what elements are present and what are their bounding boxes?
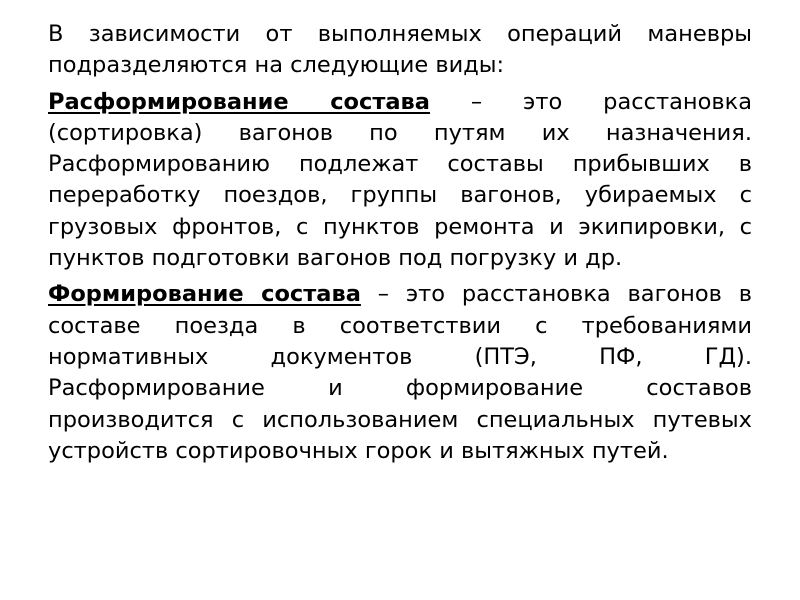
intro-paragraph: В зависимости от выполняемых операций маневры подразделяются на следующие виды: bbox=[48, 21, 752, 79]
definition-disbanding-text: – это расстановка (сортировка) вагонов по путям их назначения. Расформированию подлежат составы прибывших в переработку поездов, группы вагонов, убираемых с грузовых фронтов, с пунктов ремонта и экипировки, с пунктов подготовки вагонов под погрузку и др. bbox=[48, 88, 752, 272]
definition-disbanding bbox=[48, 87, 752, 275]
definition-forming bbox=[48, 279, 752, 467]
term-forming: Формирование состава bbox=[48, 281, 361, 308]
term-disbanding: Расформирование состава bbox=[48, 88, 430, 115]
definition-forming-text: – это расстановка вагонов в составе поезда в соответствии с требованиями нормативных документов (ПТЭ, ПФ, ГД). Расформирование и формирование составов производится с использованием специальных путевых устройств сортировочных горок и вытяжных путей. bbox=[48, 281, 753, 464]
